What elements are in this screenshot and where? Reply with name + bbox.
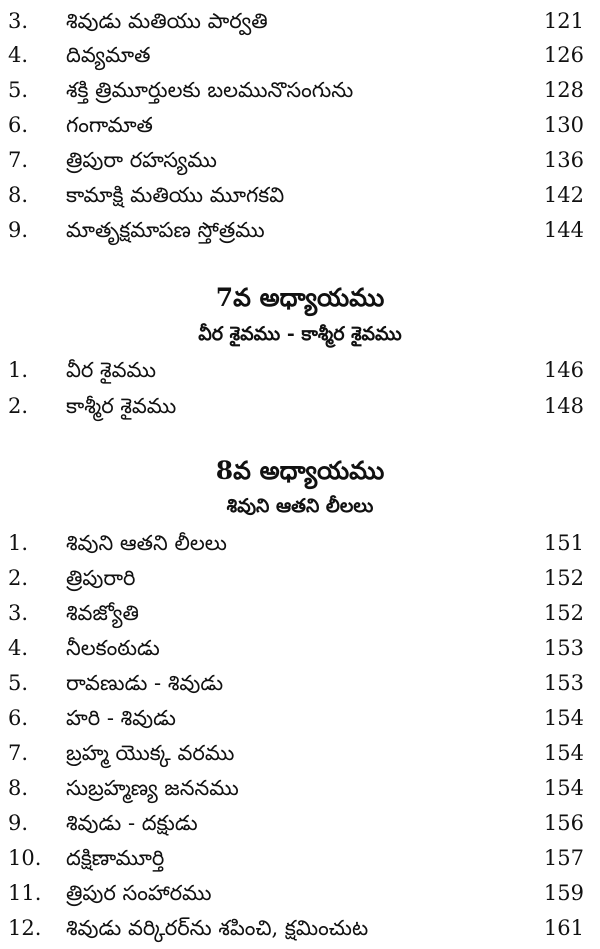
entry-title: బ్రహ్మ యొక్క వరము: [66, 741, 235, 765]
entry-title: శివుని ఆతని లీలలు: [66, 531, 227, 555]
toc-entry: [0, 876, 600, 910]
toc-entry: [0, 631, 600, 665]
toc-entry: [0, 596, 600, 630]
toc-entry: [0, 389, 600, 423]
entry-page-number: 128: [543, 78, 584, 102]
toc-entry: [0, 73, 600, 107]
entry-number: 1.: [8, 531, 29, 555]
toc-entry: [0, 526, 600, 560]
entry-title: దక్షిణామూర్తి: [66, 846, 165, 870]
entry-number: 7.: [8, 148, 29, 172]
entry-title: గంగామాత: [66, 113, 153, 137]
entry-page-number: 154: [543, 776, 584, 800]
toc-entry: [0, 736, 600, 770]
toc-entry: [0, 806, 600, 840]
entry-page-number: 153: [543, 636, 584, 660]
entry-number: 9.: [8, 811, 29, 835]
entry-number: 10.: [8, 846, 42, 870]
entry-title: హరి - శివుడు: [66, 706, 176, 730]
entry-number: 8.: [8, 776, 29, 800]
toc-entry: [0, 911, 600, 945]
entry-number: 6.: [8, 113, 29, 137]
entry-title: శివుడు - దక్షుడు: [66, 811, 198, 835]
entry-page-number: 154: [543, 741, 584, 765]
toc-entry: [0, 213, 600, 247]
entry-page-number: 130: [543, 113, 584, 137]
entry-title: మాతృక్షమాపణ స్తోత్రము: [66, 218, 265, 242]
entry-number: 4.: [8, 43, 29, 67]
entry-number: 6.: [8, 706, 29, 730]
chapter-8-subtitle: శివుని ఆతని లీలలు: [226, 495, 374, 517]
toc-entry: [0, 353, 600, 387]
entry-title: శివజ్యోతి: [66, 601, 139, 625]
toc-entry: [0, 771, 600, 805]
entry-page-number: 146: [543, 358, 584, 382]
entry-number: 5.: [8, 671, 29, 695]
entry-number: 9.: [8, 218, 29, 242]
entry-number: 3.: [8, 9, 29, 33]
entry-title: కాశ్మీర శైవము: [66, 394, 177, 418]
entry-page-number: 121: [543, 9, 584, 33]
toc-entry: [0, 561, 600, 595]
entry-number: 2.: [8, 394, 29, 418]
entry-page-number: 152: [543, 566, 584, 590]
toc-entry: [0, 143, 600, 177]
entry-page-number: 152: [543, 601, 584, 625]
toc-entry: [0, 4, 600, 38]
toc-entry: [0, 178, 600, 212]
toc-entry: [0, 841, 600, 875]
entry-number: 4.: [8, 636, 29, 660]
entry-page-number: 144: [543, 218, 584, 242]
entry-title: శివుడు వర్కిరర్‌ను శపించి, క్షమించుట: [66, 916, 369, 940]
entry-title: వీర శైవము: [66, 358, 157, 382]
entry-number: 1.: [8, 358, 29, 382]
entry-number: 2.: [8, 566, 29, 590]
entry-title: శక్తి త్రిమూర్తులకు బలమునొసంగును: [66, 78, 354, 102]
entry-title: నీలకంఠుడు: [66, 636, 160, 660]
chapter-8-heading: 8వ అధ్యాయము: [215, 456, 385, 485]
entry-page-number: 142: [543, 183, 584, 207]
entry-number: 12.: [8, 916, 42, 940]
entry-title: సుబ్రహ్మణ్య జననము: [66, 776, 239, 800]
entry-page-number: 161: [543, 916, 584, 940]
entry-page-number: 154: [543, 706, 584, 730]
toc-entry: [0, 701, 600, 735]
toc-entry: [0, 666, 600, 700]
entry-title: కామాక్షి మతియు మూగకవి: [66, 183, 285, 207]
entry-page-number: 159: [543, 881, 584, 905]
toc-entry: [0, 108, 600, 142]
entry-page-number: 153: [543, 671, 584, 695]
entry-title: శివుడు మతియు పార్వతి: [66, 9, 268, 33]
entry-title: త్రిపురారి: [66, 566, 136, 590]
entry-title: దివ్యమాత: [66, 43, 151, 67]
entry-page-number: 136: [543, 148, 584, 172]
entry-title: త్రిపురా రహస్యము: [66, 148, 217, 172]
entry-page-number: 148: [543, 394, 584, 418]
entry-number: 8.: [8, 183, 29, 207]
entry-number: 7.: [8, 741, 29, 765]
entry-page-number: 156: [543, 811, 584, 835]
entry-title: రావణుడు - శివుడు: [66, 671, 224, 695]
entry-title: త్రిపుర సంహారము: [66, 881, 212, 905]
entry-page-number: 157: [543, 846, 584, 870]
toc-entry: [0, 38, 600, 72]
entry-number: 5.: [8, 78, 29, 102]
entry-number: 3.: [8, 601, 29, 625]
chapter-7-heading: 7వ అధ్యాయము: [215, 283, 385, 312]
entry-page-number: 151: [543, 531, 584, 555]
entry-number: 11.: [8, 881, 42, 905]
entry-page-number: 126: [543, 43, 584, 67]
chapter-7-subtitle: వీర శైవము - కాశ్మీర శైవము: [198, 323, 402, 345]
